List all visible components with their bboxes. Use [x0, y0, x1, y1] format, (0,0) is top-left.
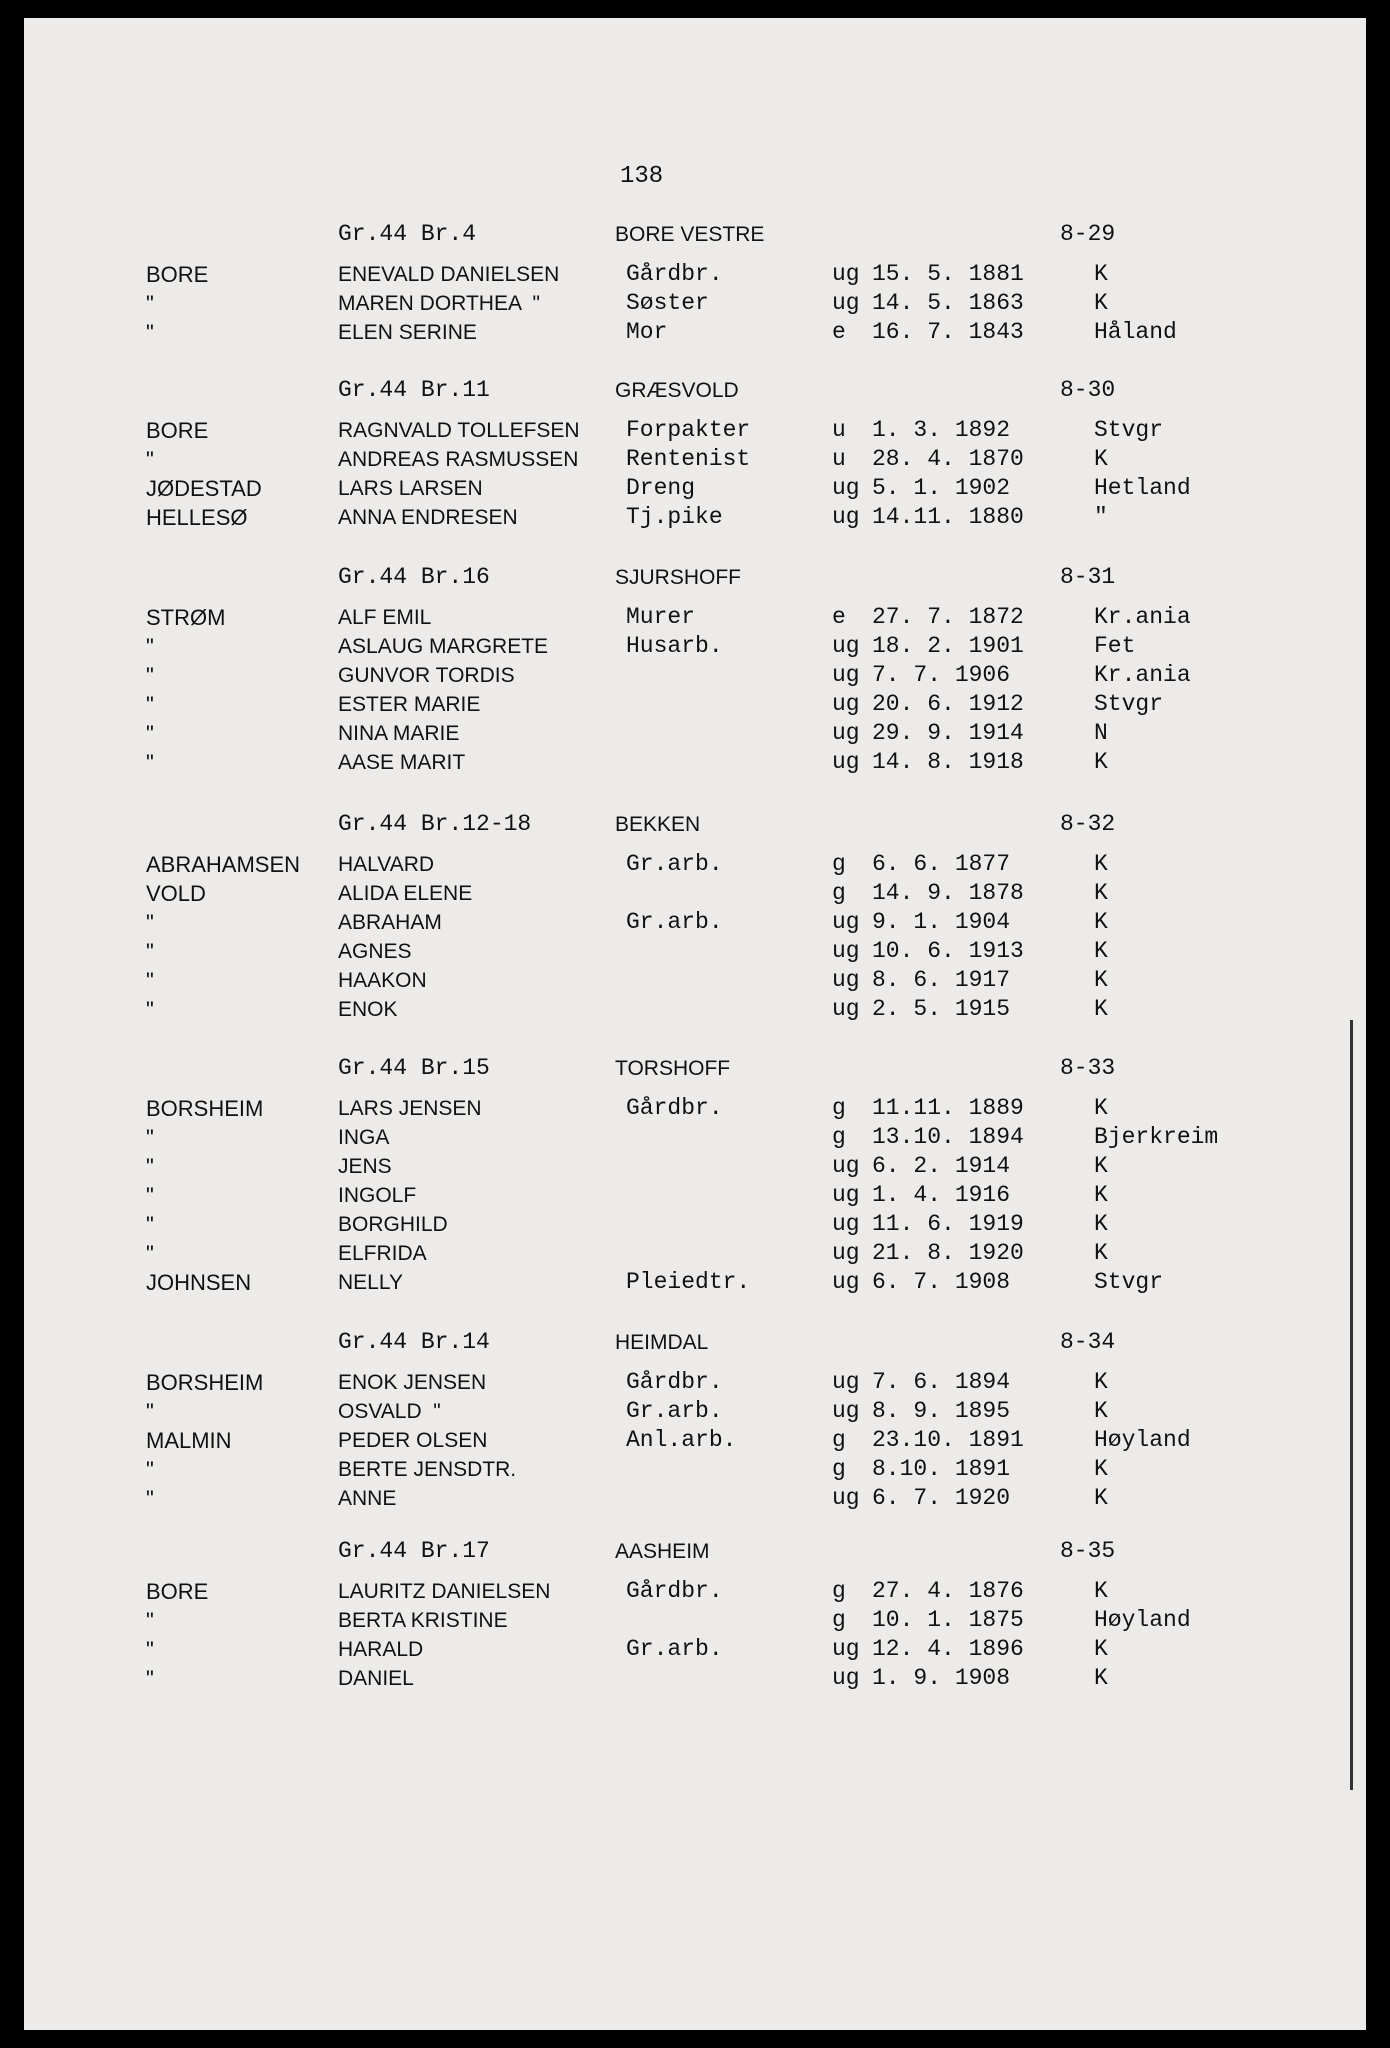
property-number: Gr.44 Br.11 [338, 377, 490, 403]
residence-place: " [146, 910, 154, 935]
residence-place: HELLESØ [146, 505, 248, 530]
occupation: Murer [626, 604, 696, 630]
birth-date: 2. 5. 1915 [872, 996, 1011, 1022]
marital-status: ug [832, 996, 860, 1022]
birthplace: K [1094, 1095, 1108, 1121]
residence-place: ABRAHAMSEN [146, 852, 301, 877]
person-row [0, 719, 1390, 748]
marital-status: ug [832, 720, 860, 746]
marital-status: ug [832, 290, 860, 316]
birthplace: Bjerkreim [1094, 1124, 1219, 1150]
birth-date: 8. 6. 1917 [872, 967, 1011, 993]
birth-date: 27. 4. 1876 [872, 1578, 1024, 1604]
marital-status: ug [832, 909, 860, 935]
occupation: Forpakter [626, 417, 751, 443]
birthplace: K [1094, 938, 1108, 964]
property-number: Gr.44 Br.14 [338, 1329, 490, 1355]
marital-status: ug [832, 662, 860, 688]
person-row [0, 445, 1390, 474]
birthplace: K [1094, 880, 1108, 906]
household-block [0, 1537, 1390, 1693]
marital-status: e [832, 604, 846, 630]
marital-status: ug [832, 475, 860, 501]
birthplace: K [1094, 1153, 1108, 1179]
farm-name: BEKKEN [615, 813, 701, 836]
person-row [0, 474, 1390, 503]
person-row [0, 879, 1390, 908]
person-name: ELEN SERINE [338, 321, 477, 344]
birthplace: K [1094, 1240, 1108, 1266]
household-block [0, 810, 1390, 1024]
marital-status: u [832, 446, 846, 472]
household-header [0, 810, 1390, 840]
marital-status: e [832, 319, 846, 345]
person-row [0, 260, 1390, 289]
birthplace: K [1094, 1578, 1108, 1604]
residence-place: " [146, 1457, 154, 1482]
birth-date: 29. 9. 1914 [872, 720, 1024, 746]
person-name: ABRAHAM [338, 911, 442, 934]
person-name: HALVARD [338, 853, 435, 876]
household-code: 8-30 [1060, 377, 1116, 403]
birthplace: K [1094, 967, 1108, 993]
person-name: HAAKON [338, 969, 427, 992]
birth-date: 11.11. 1889 [872, 1095, 1024, 1121]
person-row [0, 289, 1390, 318]
birth-date: 14.11. 1880 [872, 504, 1024, 530]
person-name: MAREN DORTHEA " [338, 292, 540, 315]
person-name: ALIDA ELENE [338, 882, 473, 905]
person-name: ALF EMIL [338, 606, 432, 629]
residence-place: " [146, 291, 154, 316]
person-row [0, 1397, 1390, 1426]
residence-place: BORE [146, 262, 209, 287]
property-number: Gr.44 Br.4 [338, 221, 477, 247]
residence-place: " [146, 1666, 154, 1691]
birthplace: K [1094, 1456, 1108, 1482]
birth-date: 14. 8. 1918 [872, 749, 1024, 775]
person-row [0, 1577, 1390, 1606]
farm-name: SJURSHOFF [615, 566, 741, 589]
person-row [0, 1664, 1390, 1693]
farm-name: TORSHOFF [615, 1057, 731, 1080]
birth-date: 15. 5. 1881 [872, 261, 1024, 287]
person-name: ANNE [338, 1487, 397, 1510]
residence-place: " [146, 692, 154, 717]
residence-place: " [146, 968, 154, 993]
birthplace: K [1094, 1398, 1108, 1424]
person-name: LARS JENSEN [338, 1097, 482, 1120]
birth-date: 13.10. 1894 [872, 1124, 1024, 1150]
marital-status: ug [832, 967, 860, 993]
residence-place: BORE [146, 1579, 209, 1604]
birth-date: 20. 6. 1912 [872, 691, 1024, 717]
birth-date: 6. 2. 1914 [872, 1153, 1011, 1179]
birth-date: 1. 4. 1916 [872, 1182, 1011, 1208]
person-name: PEDER OLSEN [338, 1429, 488, 1452]
birth-date: 27. 7. 1872 [872, 604, 1024, 630]
person-row [0, 908, 1390, 937]
residence-place: VOLD [146, 881, 206, 906]
residence-place: " [146, 1241, 154, 1266]
person-row [0, 1268, 1390, 1297]
birthplace: K [1094, 1182, 1108, 1208]
person-row [0, 1484, 1390, 1513]
birth-date: 14. 9. 1878 [872, 880, 1024, 906]
occupation: Gårdbr. [626, 1578, 723, 1604]
marital-status: g [832, 1427, 846, 1453]
person-row [0, 1368, 1390, 1397]
person-name: RAGNVALD TOLLEFSEN [338, 419, 580, 442]
residence-place: BORSHEIM [146, 1096, 264, 1121]
farm-name: HEIMDAL [615, 1331, 709, 1354]
birthplace: K [1094, 1211, 1108, 1237]
marital-status: ug [832, 691, 860, 717]
household-header [0, 220, 1390, 250]
residence-place: " [146, 663, 154, 688]
person-row [0, 995, 1390, 1024]
residence-place: " [146, 1154, 154, 1179]
birthplace: Høyland [1094, 1427, 1191, 1453]
marital-status: ug [832, 749, 860, 775]
marital-status: u [832, 417, 846, 443]
birthplace: N [1094, 720, 1108, 746]
person-row [0, 937, 1390, 966]
person-name: HARALD [338, 1638, 424, 1661]
person-row [0, 1181, 1390, 1210]
birth-date: 10. 6. 1913 [872, 938, 1024, 964]
residence-place: " [146, 1125, 154, 1150]
marital-status: g [832, 1456, 846, 1482]
birthplace: K [1094, 996, 1108, 1022]
household-block [0, 1054, 1390, 1297]
person-row [0, 1239, 1390, 1268]
marital-status: ug [832, 261, 860, 287]
birth-date: 23.10. 1891 [872, 1427, 1024, 1453]
person-name: LAURITZ DANIELSEN [338, 1580, 551, 1603]
occupation: Gårdbr. [626, 1369, 723, 1395]
marital-status: ug [832, 1369, 860, 1395]
occupation: Gr.arb. [626, 851, 723, 877]
farm-name: AASHEIM [615, 1540, 710, 1563]
household-code: 8-33 [1060, 1055, 1116, 1081]
occupation: Dreng [626, 475, 696, 501]
person-name: AGNES [338, 940, 412, 963]
birthplace: K [1094, 851, 1108, 877]
household-code: 8-31 [1060, 564, 1116, 590]
marital-status: g [832, 851, 846, 877]
residence-place: " [146, 1212, 154, 1237]
person-row [0, 416, 1390, 445]
birth-date: 28. 4. 1870 [872, 446, 1024, 472]
person-name: ENEVALD DANIELSEN [338, 263, 560, 286]
marital-status: ug [832, 1636, 860, 1662]
person-row [0, 850, 1390, 879]
person-name: BERTA KRISTINE [338, 1609, 508, 1632]
birthplace: Høyland [1094, 1607, 1191, 1633]
residence-place: STRØM [146, 605, 226, 630]
residence-place: " [146, 997, 154, 1022]
person-name: DANIEL [338, 1667, 414, 1690]
birthplace: Stvgr [1094, 417, 1164, 443]
household-block [0, 563, 1390, 777]
residence-place: " [146, 1637, 154, 1662]
occupation: Rentenist [626, 446, 751, 472]
person-row [0, 1606, 1390, 1635]
occupation: Gårdbr. [626, 1095, 723, 1121]
person-name: BORGHILD [338, 1213, 448, 1236]
person-row [0, 661, 1390, 690]
household-header [0, 1328, 1390, 1358]
property-number: Gr.44 Br.12-18 [338, 811, 532, 837]
household-code: 8-35 [1060, 1538, 1116, 1564]
person-name: BERTE JENSDTR. [338, 1458, 517, 1481]
person-row [0, 1152, 1390, 1181]
birthplace: Kr.ania [1094, 604, 1191, 630]
person-name: AASE MARIT [338, 751, 466, 774]
birth-date: 21. 8. 1920 [872, 1240, 1024, 1266]
person-row [0, 1635, 1390, 1664]
residence-place: BORE [146, 418, 209, 443]
household-code: 8-32 [1060, 811, 1116, 837]
birth-date: 11. 6. 1919 [872, 1211, 1024, 1237]
person-name: NELLY [338, 1271, 403, 1294]
person-name: INGA [338, 1126, 390, 1149]
birthplace: K [1094, 1369, 1108, 1395]
household-block [0, 220, 1390, 347]
birth-date: 12. 4. 1896 [872, 1636, 1024, 1662]
birth-date: 7. 7. 1906 [872, 662, 1011, 688]
person-row [0, 748, 1390, 777]
occupation: Pleiedtr. [626, 1269, 751, 1295]
property-number: Gr.44 Br.17 [338, 1538, 490, 1564]
marital-status: g [832, 880, 846, 906]
occupation: Tj.pike [626, 504, 723, 530]
birth-date: 7. 6. 1894 [872, 1369, 1011, 1395]
birth-date: 6. 7. 1920 [872, 1485, 1011, 1511]
occupation: Anl.arb. [626, 1427, 737, 1453]
household-header [0, 563, 1390, 593]
residence-place: " [146, 750, 154, 775]
person-name: NINA MARIE [338, 722, 460, 745]
birthplace: K [1094, 749, 1108, 775]
birthplace: K [1094, 290, 1108, 316]
residence-place: " [146, 1608, 154, 1633]
household-block [0, 1328, 1390, 1513]
marital-status: ug [832, 1269, 860, 1295]
page-number: 138 [620, 163, 664, 190]
person-row [0, 603, 1390, 632]
birth-date: 6. 6. 1877 [872, 851, 1011, 877]
marital-status: ug [832, 1398, 860, 1424]
birth-date: 10. 1. 1875 [872, 1607, 1024, 1633]
person-name: ANDREAS RASMUSSEN [338, 448, 579, 471]
person-name: ENOK [338, 998, 398, 1021]
person-name: ASLAUG MARGRETE [338, 635, 549, 658]
person-name: LARS LARSEN [338, 477, 483, 500]
person-name: JENS [338, 1155, 392, 1178]
residence-place: JØDESTAD [146, 476, 262, 501]
birth-date: 1. 9. 1908 [872, 1665, 1011, 1691]
residence-place: " [146, 1399, 154, 1424]
birthplace: Kr.ania [1094, 662, 1191, 688]
residence-place: " [146, 1486, 154, 1511]
birthplace: Stvgr [1094, 691, 1164, 717]
residence-place: MALMIN [146, 1428, 232, 1453]
person-row [0, 318, 1390, 347]
marital-status: ug [832, 1153, 860, 1179]
marital-status: g [832, 1124, 846, 1150]
occupation: Husarb. [626, 633, 723, 659]
residence-place: " [146, 320, 154, 345]
person-row [0, 503, 1390, 532]
residence-place: " [146, 447, 154, 472]
birthplace: K [1094, 1485, 1108, 1511]
marital-status: ug [832, 1665, 860, 1691]
residence-place: BORSHEIM [146, 1370, 264, 1395]
property-number: Gr.44 Br.15 [338, 1055, 490, 1081]
marital-status: g [832, 1095, 846, 1121]
household-header [0, 1054, 1390, 1084]
birth-date: 8. 9. 1895 [872, 1398, 1011, 1424]
marital-status: ug [832, 1211, 860, 1237]
birthplace: K [1094, 261, 1108, 287]
birth-date: 16. 7. 1843 [872, 319, 1024, 345]
birthplace: K [1094, 909, 1108, 935]
occupation: Gr.arb. [626, 1398, 723, 1424]
marital-status: ug [832, 504, 860, 530]
marital-status: ug [832, 633, 860, 659]
birth-date: 1. 3. 1892 [872, 417, 1011, 443]
person-row [0, 1426, 1390, 1455]
residence-place: " [146, 634, 154, 659]
person-row [0, 1210, 1390, 1239]
person-name: ELFRIDA [338, 1242, 427, 1265]
property-number: Gr.44 Br.16 [338, 564, 490, 590]
occupation: Søster [626, 290, 709, 316]
residence-place: " [146, 1183, 154, 1208]
birthplace: Hetland [1094, 475, 1191, 501]
occupation: Mor [626, 319, 668, 345]
household-block [0, 376, 1390, 532]
person-name: ENOK JENSEN [338, 1371, 487, 1394]
birth-date: 9. 1. 1904 [872, 909, 1011, 935]
marital-status: ug [832, 938, 860, 964]
birthplace: Stvgr [1094, 1269, 1164, 1295]
person-name: OSVALD " [338, 1400, 441, 1423]
farm-name: GRÆSVOLD [615, 379, 739, 402]
birthplace: K [1094, 1636, 1108, 1662]
residence-place: JOHNSEN [146, 1270, 252, 1295]
birthplace: " [1094, 504, 1108, 530]
birth-date: 8.10. 1891 [872, 1456, 1011, 1482]
birth-date: 6. 7. 1908 [872, 1269, 1011, 1295]
birthplace: K [1094, 446, 1108, 472]
household-header [0, 376, 1390, 406]
person-row [0, 966, 1390, 995]
occupation: Gårdbr. [626, 261, 723, 287]
residence-place: " [146, 721, 154, 746]
marital-status: ug [832, 1240, 860, 1266]
birth-date: 18. 2. 1901 [872, 633, 1024, 659]
person-row [0, 1123, 1390, 1152]
person-row [0, 1455, 1390, 1484]
person-name: ANNA ENDRESEN [338, 506, 518, 529]
household-header [0, 1537, 1390, 1567]
occupation: Gr.arb. [626, 909, 723, 935]
marital-status: ug [832, 1182, 860, 1208]
person-row [0, 690, 1390, 719]
birthplace: Håland [1094, 319, 1177, 345]
birth-date: 5. 1. 1902 [872, 475, 1011, 501]
birthplace: K [1094, 1665, 1108, 1691]
person-name: ESTER MARIE [338, 693, 481, 716]
marital-status: g [832, 1578, 846, 1604]
household-code: 8-34 [1060, 1329, 1116, 1355]
residence-place: " [146, 939, 154, 964]
household-code: 8-29 [1060, 221, 1116, 247]
person-row [0, 1094, 1390, 1123]
marital-status: g [832, 1607, 846, 1633]
farm-name: BORE VESTRE [615, 223, 765, 246]
birth-date: 14. 5. 1863 [872, 290, 1024, 316]
person-name: INGOLF [338, 1184, 417, 1207]
marital-status: ug [832, 1485, 860, 1511]
occupation: Gr.arb. [626, 1636, 723, 1662]
birthplace: Fet [1094, 633, 1136, 659]
person-name: GUNVOR TORDIS [338, 664, 515, 687]
person-row [0, 632, 1390, 661]
